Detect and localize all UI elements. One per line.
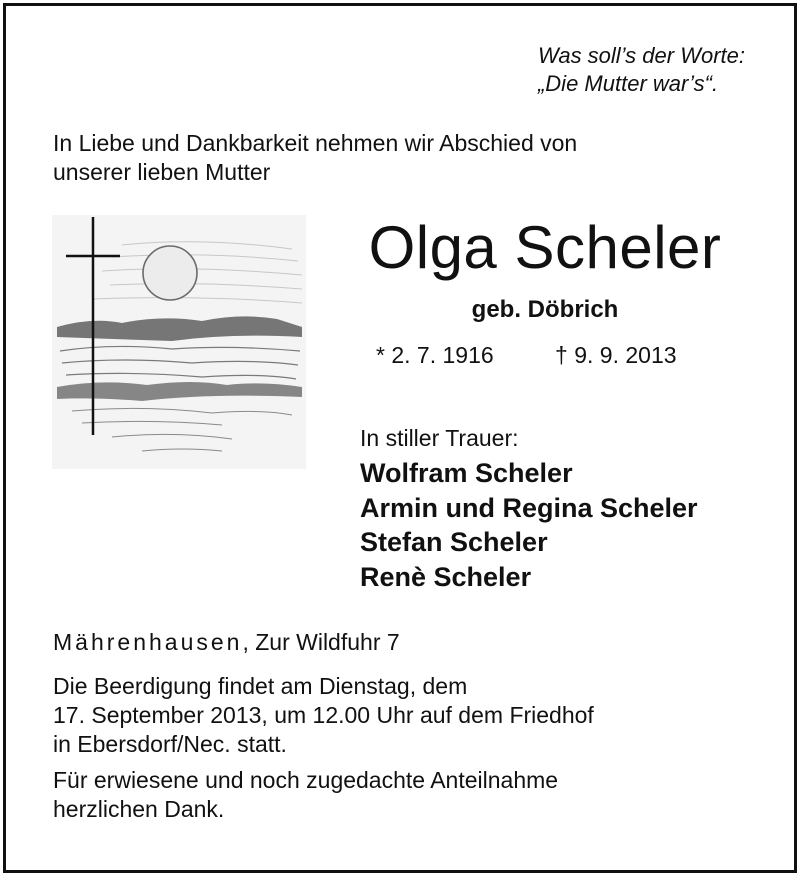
deceased-name: Olga Scheler	[368, 214, 722, 281]
mourner-name: Armin und Regina Scheler	[360, 492, 698, 523]
intro-line-2: unserer lieben Mutter	[53, 159, 271, 185]
address	[53, 627, 400, 657]
mourner-name: Stefan Scheler	[360, 527, 548, 557]
quote	[538, 42, 745, 98]
mourner-name: Wolfram Scheler	[360, 458, 573, 488]
address-town: Mährenhausen	[53, 629, 243, 655]
thanks-line-1: Für erwiesene und noch zugedachte Anteilnahme	[53, 767, 559, 793]
mourner-list	[360, 456, 698, 594]
funeral-line-3: in Ebersdorf/Nec. statt.	[53, 731, 287, 757]
thanks-line-2: herzlichen Dank.	[53, 796, 225, 822]
funeral-line-1: Die Beerdigung findet am Dienstag, dem	[53, 673, 468, 699]
mourner-name: Renè Scheler	[360, 561, 532, 592]
intro-line-1: In Liebe und Dankbarkeit nehmen wir Abschied von	[53, 130, 578, 156]
birth-date: * 2. 7. 1916	[376, 342, 494, 368]
funeral-line-2: 17. September 2013, um 12.00 Uhr auf dem Friedhof	[53, 702, 594, 728]
funeral-info	[53, 672, 594, 759]
intro-text	[53, 129, 577, 187]
death-date: † 9. 9. 2013	[555, 342, 677, 368]
mourning-label: In stiller Trauer:	[360, 425, 519, 451]
quote-line-2: „Die Mutter war’s“.	[537, 71, 719, 96]
maiden-name: geb. Döbrich	[471, 296, 619, 323]
cross-landscape-sun-icon	[52, 215, 306, 469]
address-street: , Zur Wildfuhr 7	[242, 629, 400, 655]
life-dates	[376, 340, 677, 370]
quote-line-1: Was soll’s der Worte:	[537, 43, 745, 68]
thanks-text	[53, 766, 558, 824]
